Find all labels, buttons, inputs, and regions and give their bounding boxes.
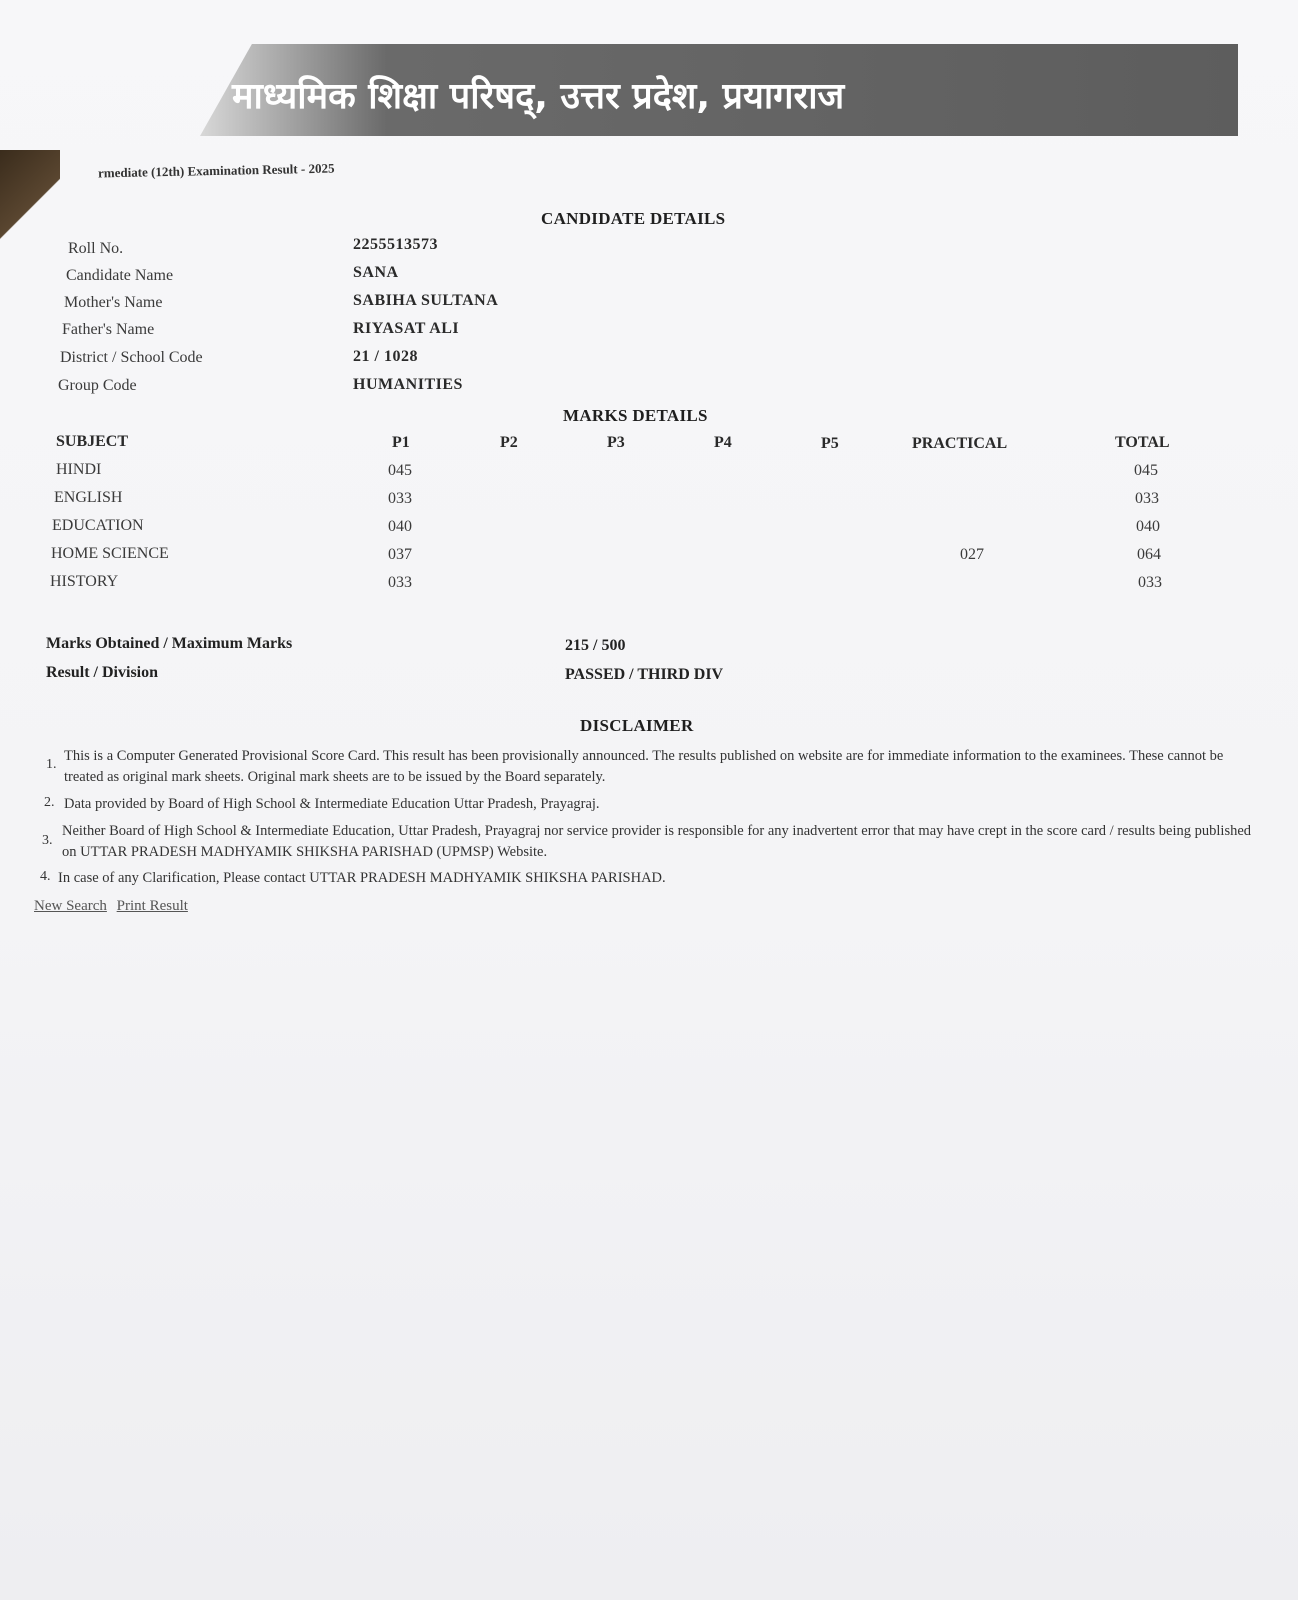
print-result-link[interactable]: Print Result	[116, 898, 188, 914]
group-code-value: HUMANITIES	[353, 376, 463, 393]
col-p3: P3	[607, 434, 625, 451]
exam-title: rmediate (12th) Examination Result - 2025	[97, 160, 335, 181]
col-p1: P1	[392, 434, 410, 451]
marks-obtained-label: Marks Obtained / Maximum Marks	[46, 635, 293, 652]
father-name-label: Father's Name	[62, 321, 155, 338]
total-cell: 045	[1134, 462, 1158, 479]
col-p2: P2	[500, 434, 518, 451]
marks-details-heading: MARKS DETAILS	[563, 406, 708, 425]
col-total: TOTAL	[1115, 434, 1170, 451]
subject-cell: HOME SCIENCE	[51, 545, 169, 562]
disclaimer-number: 2.	[44, 795, 55, 810]
p1-cell: 033	[388, 574, 412, 591]
candidate-name-label: Candidate Name	[66, 267, 174, 284]
mother-name-label: Mother's Name	[64, 294, 163, 311]
col-practical: PRACTICAL	[912, 435, 1008, 452]
disclaimer-text: Data provided by Board of High School & Intermediate Education Uttar Pradesh, Prayagraj.	[64, 796, 600, 812]
total-cell: 040	[1136, 518, 1160, 535]
board-title: माध्यमिक शिक्षा परिषद्, उत्तर प्रदेश, प्रयागराज	[232, 76, 845, 117]
p1-cell: 045	[388, 462, 412, 479]
p1-cell: 037	[388, 546, 412, 563]
disclaimer-text: Neither Board of High School & Intermediate Education, Uttar Pradesh, Prayagraj nor service provider is responsible for any inadvertent error that may have crept in the score card / results being published on UTTAR PRADESH MADHYAMIK SHIKSHA PARISHAD (UPMSP) Website.	[62, 823, 1252, 860]
father-name-value: RIYASAT ALI	[353, 320, 460, 337]
fold-shadow	[0, 150, 60, 250]
practical-cell: 027	[960, 546, 984, 563]
roll-no-value: 2255513573	[353, 236, 438, 253]
new-search-link[interactable]: New Search	[34, 898, 107, 914]
disclaimer-number: 4.	[40, 869, 51, 884]
subject-cell: ENGLISH	[54, 489, 123, 506]
result-division-label: Result / Division	[46, 664, 159, 681]
col-subject: SUBJECT	[56, 433, 129, 450]
subject-cell: HISTORY	[50, 573, 119, 590]
result-division-value: PASSED / THIRD DIV	[565, 666, 724, 683]
p1-cell: 033	[388, 490, 412, 507]
col-p5: P5	[821, 435, 839, 452]
col-p4: P4	[714, 434, 732, 451]
total-cell: 033	[1135, 490, 1159, 507]
candidate-details-heading: CANDIDATE DETAILS	[541, 209, 726, 228]
mother-name-value: SABIHA SULTANA	[353, 292, 499, 309]
disclaimer-heading: DISCLAIMER	[580, 716, 694, 735]
district-school-code-value: 21 / 1028	[353, 348, 418, 365]
group-code-label: Group Code	[58, 377, 137, 394]
disclaimer-number: 1.	[46, 757, 57, 772]
candidate-name-value: SANA	[353, 264, 399, 281]
subject-cell: HINDI	[56, 461, 102, 478]
roll-no-label: Roll No.	[68, 240, 124, 257]
result-links	[34, 898, 194, 915]
disclaimer-text: This is a Computer Generated Provisional Score Card. This result has been provisionally announced. The results published on website are for immediate information to the examinees. These cannot be treated as original mark sheets. Original mark sheets are to be issued by the Board separately.	[64, 748, 1224, 785]
disclaimer-text: In case of any Clarification, Please contact UTTAR PRADESH MADHYAMIK SHIKSHA PARISHAD.	[58, 870, 666, 886]
p1-cell: 040	[388, 518, 412, 535]
subject-cell: EDUCATION	[52, 517, 144, 534]
disclaimer-number: 3.	[42, 833, 53, 848]
marks-obtained-value: 215 / 500	[565, 637, 626, 654]
total-cell: 033	[1138, 574, 1162, 591]
district-school-code-label: District / School Code	[60, 349, 203, 366]
total-cell: 064	[1137, 546, 1161, 563]
